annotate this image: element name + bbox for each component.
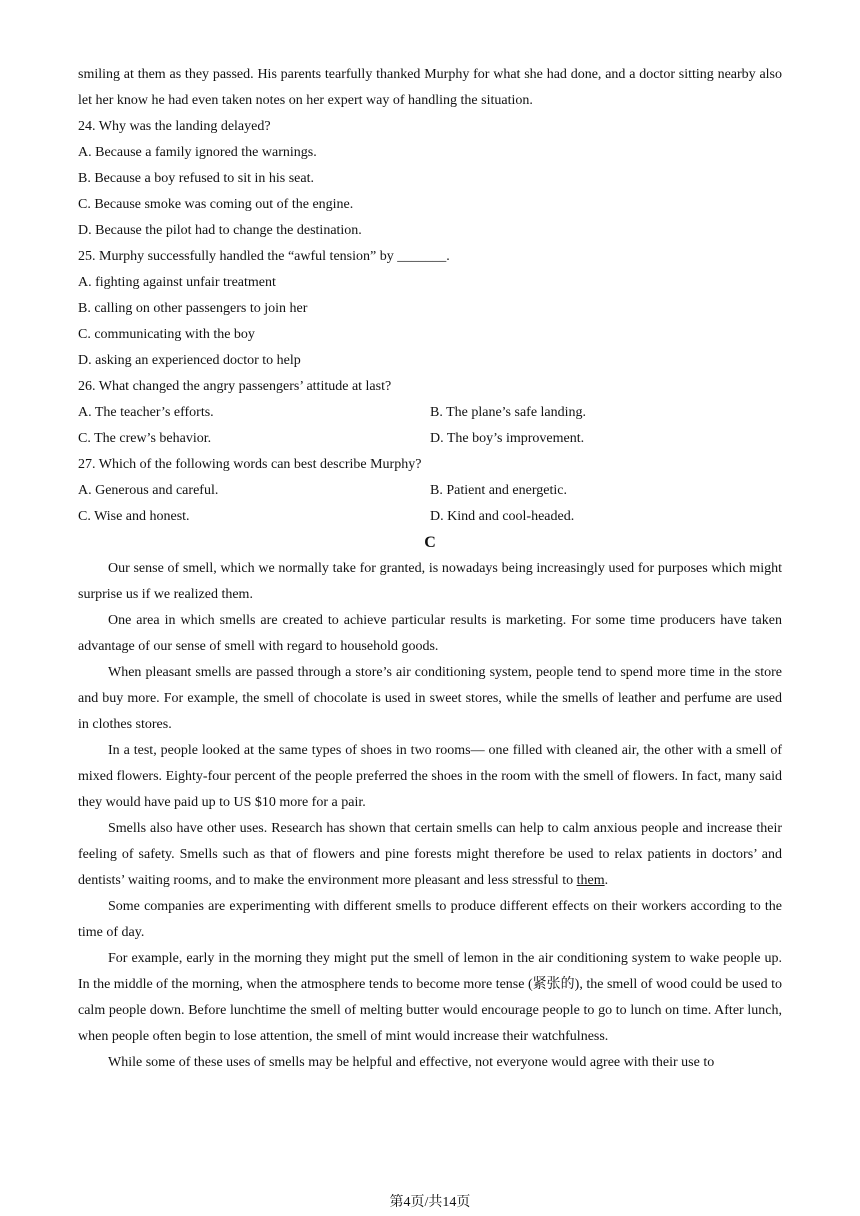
option-a: A. Generous and careful. — [78, 483, 219, 498]
option-c: C. Because smoke was coming out of the engine. — [78, 197, 354, 212]
paragraph-text: Smells also have other uses. Research has shown that certain smells can help to calm anxious people and increase their feeling of safety. Smells such as that of flowers and pine forests might therefore be used to relax patients in doctors’ and dentists’ waiting rooms, and to make the environment more pleasant and less stressful to — [78, 821, 782, 888]
option-a: A. Because a family ignored the warnings. — [78, 145, 317, 160]
option-b: B. calling on other passengers to join her — [78, 301, 308, 316]
option-row — [78, 426, 782, 452]
question-stem: 25. Murphy successfully handled the “awful tension” by _______. — [78, 249, 450, 264]
underlined-word: them — [576, 873, 605, 888]
question-stem: 26. What changed the angry passengers’ attitude at last? — [78, 379, 392, 394]
page-content — [78, 62, 782, 1076]
option-b: B. Patient and energetic. — [430, 483, 567, 498]
option-row — [78, 478, 782, 504]
option-b: B. Because a boy refused to sit in his seat. — [78, 171, 315, 186]
paragraph — [78, 816, 782, 894]
paragraph-text: . — [604, 873, 609, 888]
question-27 — [78, 452, 782, 530]
paragraph: One area in which smells are created to achieve particular results is marketing. For some time producers have taken advantage of our sense of smell with regard to household goods. — [78, 613, 782, 654]
question-stem: 24. Why was the landing delayed? — [78, 119, 271, 134]
option-d: D. Kind and cool-headed. — [430, 509, 575, 524]
option-a: A. fighting against unfair treatment — [78, 275, 276, 290]
paragraph: Our sense of smell, which we normally take for granted, is nowadays being increasingly used for purposes which might surprise us if we realized them. — [78, 561, 782, 602]
paragraph: In a test, people looked at the same types of shoes in two rooms— one filled with cleaned air, the other with a smell of mixed flowers. Eighty-four percent of the people preferred the shoes in the room with the smell of flowers. In fact, many said they would have paid up to US $10 more for a pair. — [78, 743, 782, 810]
option-d: D. The boy’s improvement. — [430, 431, 585, 446]
option-row — [78, 400, 782, 426]
section-title: C — [424, 534, 436, 551]
option-d: D. asking an experienced doctor to help — [78, 353, 301, 368]
question-stem: 27. Which of the following words can best describe Murphy? — [78, 457, 422, 472]
paragraph: When pleasant smells are passed through a store’s air conditioning system, people tend to spend more time in the store and buy more. For example, the smell of chocolate is used in sweet stores, while the smells of leather and perfume are used in clothes stores. — [78, 665, 782, 732]
question-24 — [78, 114, 782, 244]
option-c: C. Wise and honest. — [78, 509, 190, 524]
paragraph: Some companies are experimenting with different smells to produce different effects on their workers according to the time of day. — [78, 899, 782, 940]
paragraph: For example, early in the morning they might put the smell of lemon in the air conditioning system to wake people up. In the middle of the morning, when the atmosphere tends to become more tense (紧张的), the smell of wood could be used to calm people down. Before lunchtime the smell of melting butter would encourage people to go to lunch on time. After lunch, when people often begin to lose attention, the smell of mint would increase their watchfulness. — [78, 951, 782, 1044]
option-b: B. The plane’s safe landing. — [430, 405, 587, 420]
option-c: C. communicating with the boy — [78, 327, 255, 342]
question-25 — [78, 244, 782, 374]
option-row — [78, 504, 782, 530]
paragraph: While some of these uses of smells may be helpful and effective, not everyone would agree with their use to — [108, 1055, 715, 1070]
question-26 — [78, 374, 782, 452]
passage-b-ending: smiling at them as they passed. His parents tearfully thanked Murphy for what she had done, and a doctor sitting nearby also let her know he had even taken notes on her expert way of handling the situation. — [78, 67, 782, 108]
option-d: D. Because the pilot had to change the destination. — [78, 223, 362, 238]
option-a: A. The teacher’s efforts. — [78, 405, 214, 420]
option-c: C. The crew’s behavior. — [78, 431, 212, 446]
page-number: 第4页/共14页 — [389, 1195, 471, 1210]
